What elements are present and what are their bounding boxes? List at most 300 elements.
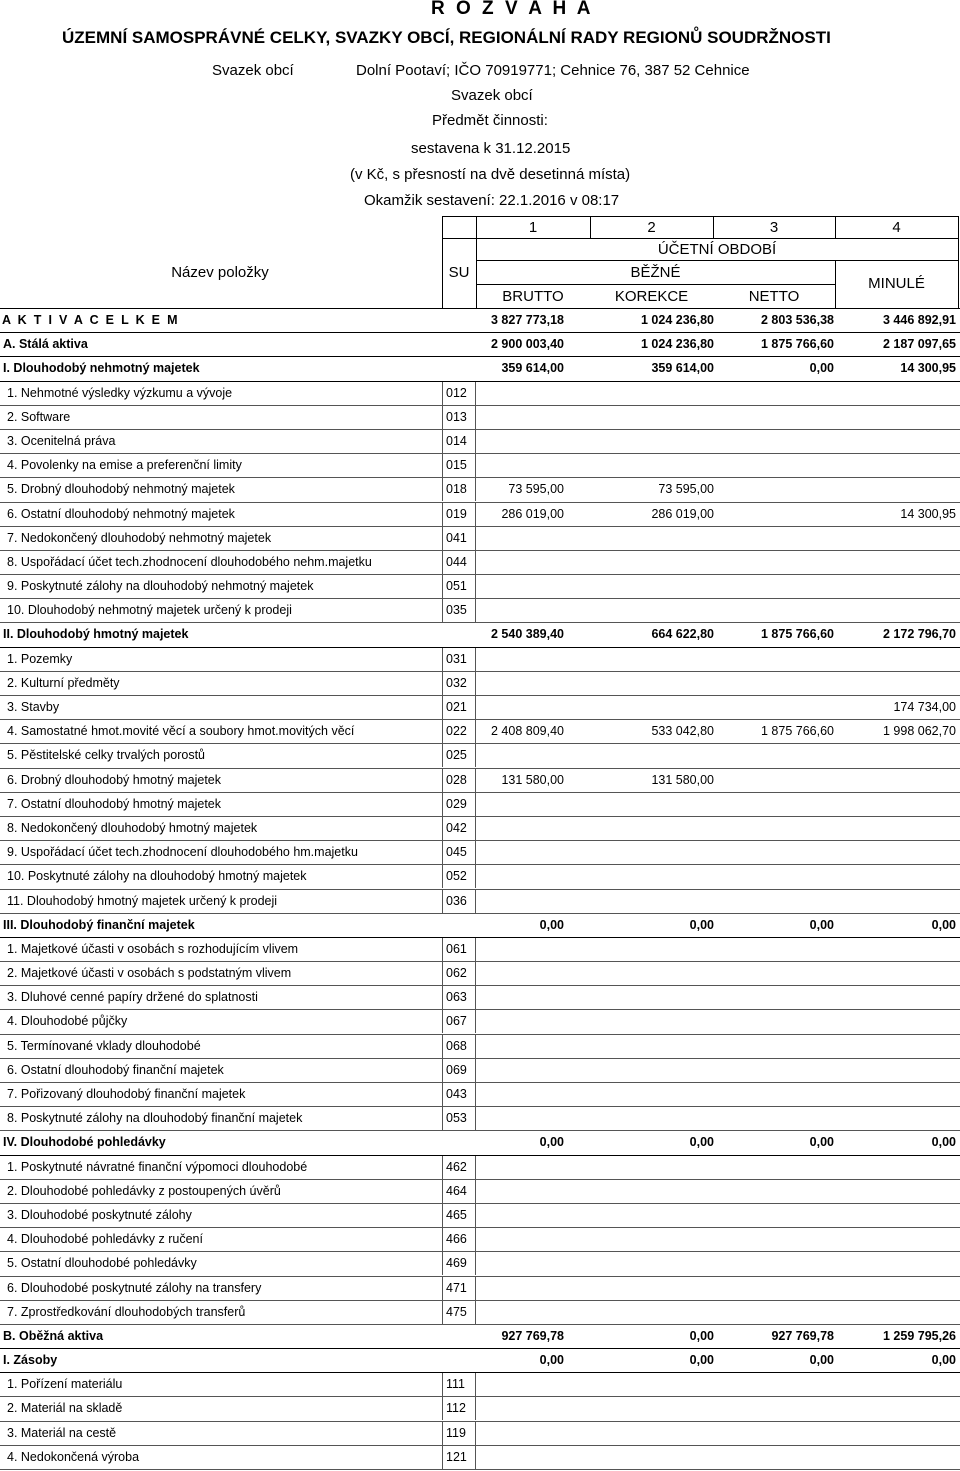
row-name: 2. Materiál na skladě: [7, 1401, 123, 1416]
table-row: [0, 599, 960, 623]
value-brutto: 2 408 809,40: [491, 724, 564, 739]
value-previous: [836, 1446, 956, 1469]
period-header: ÚČETNÍ OBDOBÍ: [657, 241, 777, 258]
row-name: 1. Nehmotné výsledky výzkumu a vývoje: [7, 385, 233, 400]
row-su: 469: [446, 1256, 467, 1271]
value-previous: [836, 478, 956, 501]
row-name: 3. Materiál na cestě: [7, 1425, 117, 1440]
row-name: 11. Dlouhodobý hmotný majetek určený k prodeji: [7, 893, 278, 908]
organization-info: Dolní Pootaví; IČO 70919771; Cehnice 76, 387 52 Cehnice: [356, 62, 750, 79]
value-korekce: 533 042,80: [651, 724, 714, 739]
value-netto: [714, 986, 834, 1009]
value-brutto: 359 614,00: [501, 361, 564, 376]
value-netto: [714, 1156, 834, 1179]
value-netto: 2 803 536,38: [761, 313, 834, 327]
value-netto: [714, 1010, 834, 1033]
value-previous: [836, 382, 956, 405]
value-netto: 0,00: [809, 361, 834, 376]
value-previous: 1 259 795,26: [883, 1328, 956, 1343]
row-name: 4. Dlouhodobé půjčky: [7, 1014, 128, 1029]
value-netto: [714, 769, 834, 792]
table-row: [0, 527, 960, 551]
compilation-moment: Okamžik sestavení: 22.1.2016 v 08:17: [364, 192, 620, 209]
value-netto: [714, 1228, 834, 1251]
table-row: [0, 962, 960, 986]
value-brutto: [444, 1373, 564, 1396]
header-rule: [442, 216, 443, 308]
value-brutto: 3 827 773,18: [491, 313, 564, 327]
value-korekce: [594, 1107, 714, 1130]
value-netto: [714, 1083, 834, 1106]
value-netto: [714, 1301, 834, 1324]
value-previous: [836, 986, 956, 1009]
value-netto: 1 875 766,60: [761, 627, 834, 642]
row-name: 7. Nedokončený dlouhodobý nehmotný majetek: [7, 530, 272, 545]
value-previous: [836, 1252, 956, 1275]
value-brutto: [444, 696, 564, 719]
value-korekce: [594, 793, 714, 816]
value-korekce: [594, 406, 714, 429]
row-su: 013: [446, 409, 467, 424]
value-brutto: [444, 1107, 564, 1130]
value-korekce: [594, 672, 714, 695]
value-korekce: [594, 1252, 714, 1275]
table-row: [0, 1059, 960, 1083]
row-su: 044: [446, 554, 467, 569]
row-su: 022: [446, 724, 467, 739]
table-row: [0, 938, 960, 962]
value-netto: 0,00: [809, 917, 834, 932]
value-korekce: [594, 1277, 714, 1300]
value-netto: [714, 817, 834, 840]
row-name: 7. Zprostředkování dlouhodobých transferů: [7, 1304, 246, 1319]
value-previous: [836, 1422, 956, 1445]
value-previous: [836, 575, 956, 598]
row-su: 031: [446, 651, 467, 666]
row-su: 042: [446, 820, 467, 835]
row-name: 3. Stavby: [7, 700, 60, 714]
organization-type-secondary: Svazek obcí: [451, 87, 533, 104]
table-row: [0, 1107, 960, 1131]
row-su: 062: [446, 966, 467, 981]
value-brutto: [444, 962, 564, 985]
value-brutto: [444, 1228, 564, 1251]
table-row: [0, 890, 960, 914]
value-previous: [836, 938, 956, 961]
value-previous: [836, 1010, 956, 1033]
table-row: [0, 696, 960, 720]
value-netto: [714, 672, 834, 695]
value-previous: [836, 793, 956, 816]
value-brutto: 2 900 003,40: [491, 337, 564, 352]
row-su: 052: [446, 869, 467, 884]
row-name: 5. Drobný dlouhodobý nehmotný majetek: [7, 482, 235, 497]
value-previous: [836, 406, 956, 429]
balance-sheet-rows: [0, 309, 960, 1470]
value-netto: [714, 575, 834, 598]
table-section-row: [0, 914, 960, 938]
value-netto: [714, 890, 834, 913]
row-name: 2. Majetkové účasti v osobách s podstatným vlivem: [7, 966, 292, 981]
row-name: 8. Poskytnuté zálohy na dlouhodobý finanční majetek: [7, 1111, 303, 1126]
value-netto: [714, 841, 834, 864]
table-section-row: [0, 1325, 960, 1349]
table-row: [0, 769, 960, 793]
row-name: A. Stálá aktiva: [3, 337, 88, 352]
value-netto: [714, 1035, 834, 1058]
row-name: I. Dlouhodobý nehmotný majetek: [3, 361, 200, 376]
value-korekce: [594, 1059, 714, 1082]
row-name: 6. Ostatní dlouhodobý nehmotný majetek: [7, 506, 235, 521]
value-brutto: [444, 527, 564, 550]
value-korekce: [594, 962, 714, 985]
table-section-row: [0, 309, 960, 333]
header-rule: [442, 216, 959, 217]
value-korekce: 286 019,00: [651, 506, 714, 521]
document-subtitle: ÚZEMNÍ SAMOSPRÁVNÉ CELKY, SVAZKY OBCÍ, REGIONÁLNÍ RADY REGIONŮ SOUDRŽNOSTI: [62, 28, 831, 47]
value-previous: 0,00: [931, 1135, 956, 1150]
row-su: 041: [446, 530, 467, 545]
value-previous: [836, 599, 956, 622]
row-su: 112: [446, 1401, 466, 1416]
row-name: 1. Pozemky: [7, 651, 73, 666]
value-brutto: [444, 890, 564, 913]
value-brutto: [444, 1083, 564, 1106]
value-brutto: 2 540 389,40: [491, 627, 564, 642]
value-korekce: [594, 986, 714, 1009]
value-korekce: 0,00: [689, 1328, 714, 1343]
header-rule: [476, 260, 959, 261]
table-row: [0, 720, 960, 744]
value-previous: 1 998 062,70: [883, 724, 956, 739]
value-korekce: 73 595,00: [658, 482, 714, 497]
row-su: 465: [446, 1207, 467, 1222]
value-brutto: [444, 986, 564, 1009]
row-su: 068: [446, 1038, 467, 1053]
value-korekce: 131 580,00: [651, 772, 714, 787]
value-korekce: 0,00: [689, 917, 714, 932]
value-previous: [836, 1204, 956, 1227]
value-netto: [714, 382, 834, 405]
value-korekce: [594, 1422, 714, 1445]
value-netto: [714, 1180, 834, 1203]
table-row: [0, 406, 960, 430]
row-name: 3. Dlouhodobé poskytnuté zálohy: [7, 1207, 192, 1222]
document-title: R O Z V A H A: [431, 0, 594, 19]
value-korekce: [594, 527, 714, 550]
row-su: 018: [446, 482, 467, 497]
row-name: B. Oběžná aktiva: [3, 1328, 104, 1343]
table-row: [0, 1228, 960, 1252]
value-previous: [836, 1277, 956, 1300]
value-korekce: [594, 841, 714, 864]
table-row: [0, 1277, 960, 1301]
value-netto: [714, 1373, 834, 1396]
table-section-row: [0, 623, 960, 647]
row-name: 1. Poskytnuté návratné finanční výpomoci dlouhodobé: [7, 1159, 308, 1174]
value-korekce: [594, 454, 714, 477]
table-row: [0, 1446, 960, 1470]
table-section-row: [0, 1131, 960, 1155]
value-netto: [714, 1446, 834, 1469]
row-su: 466: [446, 1232, 467, 1247]
value-previous: [836, 1035, 956, 1058]
value-netto: [714, 430, 834, 453]
value-brutto: [444, 841, 564, 864]
row-su: 069: [446, 1062, 467, 1077]
row-name: 4. Dlouhodobé pohledávky z ručení: [7, 1232, 203, 1247]
value-previous: 0,00: [931, 1353, 956, 1368]
value-previous: [836, 1180, 956, 1203]
row-name: 3. Dluhové cenné papíry držené do splatnosti: [7, 990, 258, 1005]
row-su: 462: [446, 1159, 467, 1174]
value-korekce: [594, 1373, 714, 1396]
value-brutto: [444, 1180, 564, 1203]
korekce-header: KOREKCE: [614, 288, 689, 305]
row-su: 021: [446, 700, 467, 714]
row-name: II. Dlouhodobý hmotný majetek: [3, 627, 189, 642]
value-netto: [714, 406, 834, 429]
value-previous: 0,00: [931, 917, 956, 932]
value-netto: 1 875 766,60: [761, 337, 834, 352]
value-brutto: [444, 1252, 564, 1275]
table-row: [0, 1180, 960, 1204]
units-note: (v Kč, s přesností na dvě desetinná místa): [350, 166, 631, 183]
value-previous: [836, 817, 956, 840]
row-name: I. Zásoby: [3, 1353, 58, 1368]
row-su: 035: [446, 603, 467, 618]
value-korekce: [594, 1083, 714, 1106]
value-netto: [714, 503, 834, 526]
value-brutto: [444, 551, 564, 574]
row-su: 475: [446, 1304, 467, 1319]
table-row: [0, 986, 960, 1010]
organization-type: Svazek obcí: [212, 62, 294, 79]
value-korekce: [594, 430, 714, 453]
value-brutto: [444, 1301, 564, 1324]
table-row: [0, 575, 960, 599]
row-su: 471: [446, 1280, 467, 1295]
value-netto: [714, 865, 834, 888]
table-row: [0, 793, 960, 817]
header-rule: [958, 216, 959, 308]
row-name: 4. Nedokončená výroba: [7, 1449, 140, 1464]
value-previous: [836, 841, 956, 864]
value-brutto: [444, 1059, 564, 1082]
value-brutto: [444, 1422, 564, 1445]
row-name: 10. Poskytnuté zálohy na dlouhodobý hmotný majetek: [7, 869, 307, 884]
value-previous: [836, 1397, 956, 1420]
value-brutto: [444, 938, 564, 961]
table-row: [0, 648, 960, 672]
value-brutto: [444, 1204, 564, 1227]
row-name: 5. Ostatní dlouhodobé pohledávky: [7, 1256, 197, 1271]
value-korekce: [594, 1035, 714, 1058]
value-previous: [836, 890, 956, 913]
row-su: 067: [446, 1014, 467, 1029]
row-su: 014: [446, 433, 467, 448]
row-name: 7. Pořizovaný dlouhodobý finanční majetek: [7, 1087, 246, 1101]
value-previous: 14 300,95: [900, 361, 956, 376]
row-name: 5. Pěstitelské celky trvalých porostů: [7, 748, 205, 763]
value-korekce: 359 614,00: [651, 361, 714, 376]
row-su: 061: [446, 941, 467, 956]
value-brutto: [444, 648, 564, 671]
value-previous: [836, 672, 956, 695]
row-su: 012: [446, 385, 467, 400]
value-previous: 2 172 796,70: [883, 627, 956, 642]
table-section-row: [0, 357, 960, 381]
value-korekce: [594, 890, 714, 913]
value-korekce: [594, 599, 714, 622]
table-row: [0, 430, 960, 454]
value-previous: [836, 1059, 956, 1082]
value-previous: 174 734,00: [893, 700, 956, 714]
row-su: 028: [446, 772, 467, 787]
row-name: 3. Ocenitelná práva: [7, 433, 116, 448]
value-previous: [836, 551, 956, 574]
value-netto: 1 875 766,60: [761, 724, 834, 739]
row-name: 9. Uspořádací účet tech.zhodnocení dlouhodobého hm.majetku: [7, 845, 358, 860]
value-netto: [714, 1059, 834, 1082]
value-netto: 927 769,78: [771, 1328, 834, 1343]
table-row: [0, 1156, 960, 1180]
table-row: [0, 382, 960, 406]
value-brutto: [444, 672, 564, 695]
table-row: [0, 1204, 960, 1228]
value-brutto: [444, 1446, 564, 1469]
su-header: SU: [448, 264, 470, 281]
value-korekce: [594, 1301, 714, 1324]
table-section-row: [0, 333, 960, 357]
value-korekce: [594, 382, 714, 405]
value-brutto: [444, 406, 564, 429]
value-brutto: 73 595,00: [508, 482, 564, 497]
row-su: 029: [446, 796, 467, 811]
value-brutto: 0,00: [539, 917, 564, 932]
row-name: 7. Ostatní dlouhodobý hmotný majetek: [7, 796, 222, 811]
value-korekce: [594, 865, 714, 888]
value-netto: [714, 1397, 834, 1420]
value-previous: [836, 865, 956, 888]
value-netto: [714, 1204, 834, 1227]
value-netto: [714, 1277, 834, 1300]
value-previous: 14 300,95: [900, 506, 956, 521]
value-netto: 0,00: [809, 1135, 834, 1150]
value-previous: [836, 1156, 956, 1179]
value-korekce: [594, 1180, 714, 1203]
value-netto: [714, 1422, 834, 1445]
row-name: III. Dlouhodobý finanční majetek: [3, 917, 195, 932]
value-korekce: 1 024 236,80: [641, 337, 714, 352]
table-row: [0, 1301, 960, 1325]
table-row: [0, 478, 960, 502]
value-netto: [714, 744, 834, 767]
column-number-1: 1: [528, 219, 538, 236]
value-korekce: 0,00: [689, 1135, 714, 1150]
previous-period-header: MINULÉ: [868, 275, 925, 292]
row-su: 464: [446, 1183, 467, 1198]
row-name: 6. Dlouhodobé poskytnuté zálohy na transfery: [7, 1280, 262, 1295]
value-netto: [714, 599, 834, 622]
value-korekce: [594, 817, 714, 840]
value-netto: 0,00: [809, 1353, 834, 1368]
value-netto: [714, 648, 834, 671]
value-korekce: [594, 696, 714, 719]
value-brutto: [444, 1010, 564, 1033]
table-row: [0, 744, 960, 768]
row-name: 9. Poskytnuté zálohy na dlouhodobý nehmotný majetek: [7, 579, 314, 594]
row-name: A K T I V A C E L K E M: [2, 313, 180, 327]
value-brutto: [444, 382, 564, 405]
value-brutto: 927 769,78: [501, 1328, 564, 1343]
value-korekce: 1 024 236,80: [641, 313, 714, 327]
column-number-3: 3: [769, 219, 779, 236]
value-netto: [714, 478, 834, 501]
value-korekce: [594, 575, 714, 598]
row-su: 019: [446, 506, 467, 521]
row-su: 063: [446, 990, 467, 1005]
value-brutto: 286 019,00: [501, 506, 564, 521]
value-korekce: [594, 1228, 714, 1251]
table-row: [0, 1083, 960, 1107]
row-su: 051: [446, 579, 467, 594]
brutto-header: BRUTTO: [502, 288, 564, 305]
value-brutto: [444, 1035, 564, 1058]
table-row: [0, 1422, 960, 1446]
value-brutto: [444, 454, 564, 477]
value-previous: [836, 1228, 956, 1251]
table-section-row: [0, 1349, 960, 1373]
value-korekce: [594, 744, 714, 767]
row-name: 5. Termínované vklady dlouhodobé: [7, 1038, 201, 1053]
table-row: [0, 503, 960, 527]
value-brutto: [444, 430, 564, 453]
value-previous: [836, 1373, 956, 1396]
value-korekce: 664 622,80: [651, 627, 714, 642]
value-previous: [836, 744, 956, 767]
value-previous: [836, 430, 956, 453]
value-previous: [836, 1301, 956, 1324]
row-name: 6. Drobný dlouhodobý hmotný majetek: [7, 772, 222, 787]
row-su: 111: [446, 1377, 466, 1392]
value-korekce: [594, 938, 714, 961]
table-row: [0, 865, 960, 889]
row-su: 015: [446, 458, 467, 473]
value-previous: [836, 454, 956, 477]
table-row: [0, 1035, 960, 1059]
row-su: 043: [446, 1087, 467, 1101]
value-previous: [836, 1107, 956, 1130]
value-brutto: [444, 865, 564, 888]
value-previous: [836, 648, 956, 671]
header-rule: [476, 284, 835, 285]
value-korekce: [594, 1446, 714, 1469]
row-name: 10. Dlouhodobý nehmotný majetek určený k prodeji: [7, 603, 292, 618]
value-brutto: [444, 793, 564, 816]
column-number-4: 4: [892, 219, 901, 236]
value-brutto: [444, 599, 564, 622]
value-netto: [714, 962, 834, 985]
value-netto: [714, 1107, 834, 1130]
current-period-header: BĚŽNÉ: [630, 264, 681, 281]
row-su: 121: [446, 1449, 467, 1464]
row-su: 032: [446, 675, 467, 690]
table-row: [0, 454, 960, 478]
header-rule: [442, 238, 959, 239]
value-brutto: 0,00: [539, 1353, 564, 1368]
table-row: [0, 817, 960, 841]
